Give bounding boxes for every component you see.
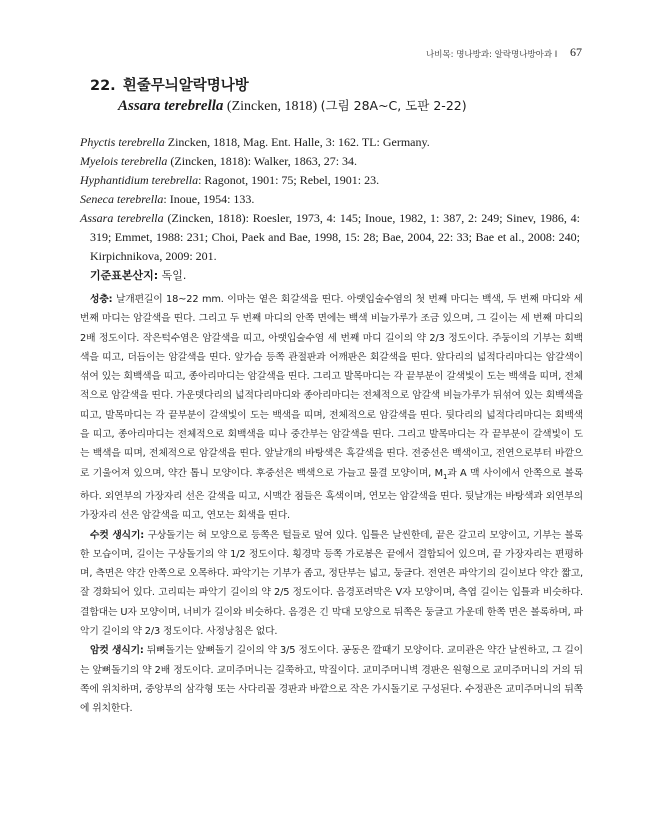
synonym-name: Phyctis terebrella (80, 135, 165, 149)
synonym-name: Assara terebrella (80, 211, 164, 225)
adult-text: 날개편길이 18~22 mm. 이마는 옅은 회갈색을 띤다. 아랫입술수염의 첫 번째 마디는 백색, 두 번째 마디와 세 번째 마디는 암갈색을 띤다. 그리고 두 번째 마디의 안쪽 면에는 백색 비늘가루가 조금 있으며, 그 길이는 세 번째 마디의 2배 정도이다. 작은턱수염은 암갈색을 띠고, 아랫입술수염 세 번째 마디 길이의 약 2/3 정도이다. 주둥이의 기부는 회백색을 띠고, 더듬이는 암갈색을 띤다. 앞가슴 등쪽 관절판과 어깨판은 회갈색을 띤다. 앞다리의 넓적다리마디는 암갈색이 섞여 있는 회백색을 띠고, 종아리마디는 암갈색을 띤다. 그리고 발목마디는 각 끝부분이 갈색빛이 도는 백색을 띠며, 전체적으로 암갈색을 띤다. 가운뎃다리의 넓적다리마디와 종아리마디는 전체적으로 암갈색 비늘가루가 뒤섞여 있는 회백색을 띠고, 발목마디는 각 끝부분이 갈색빛이 도는 백색을 띠며, 전체적으로 암갈색을 띤다. 뒷다리의 넓적다리마디는 회백색을 띠고, 종아리마디는 전체적으로 회백색을 띠나 중간부는 암갈색을 띤다. 그리고 발목마디는 각 끝부분이 갈색빛이 도는 백색을 띠며, 전체적으로 암갈색을 띤다. 앞날개의 바탕색은 흑갈색을 띤다. 전중선은 백색이고, 전연으로부터 바깥으로 기울어져 있으며, 약간 톱니 모양이다. 후중선은 백색으로 가늘고 물결 모양이며, M (80, 294, 583, 479)
scientific-name: Assara terebrella (118, 98, 224, 114)
adult-text-subscript: 1 (442, 472, 448, 481)
running-head: 나비목: 명나방과: 알락명나방아과 I (426, 50, 558, 60)
synonym-entry (80, 171, 580, 190)
synonym-name: Myelois terebrella (80, 154, 168, 168)
korean-name: 흰줄무늬알락명나방 (122, 78, 249, 94)
synonym-citation: : Inoue, 1954: 133. (163, 192, 255, 206)
synonym-citation: : Ragonot, 1901: 75; Rebel, 1901: 23. (198, 173, 380, 187)
synonym-entry (80, 133, 580, 152)
type-locality-label: 기준표본산지: (90, 269, 159, 282)
adult-label: 성충: (90, 294, 113, 305)
species-number: 22. (90, 78, 116, 94)
female-genitalia-description (80, 641, 583, 718)
type-locality (90, 266, 580, 285)
female-genitalia-text: 뒤뼈돌기는 앞뼈돌기 길이의 약 3/5 정도이다. 공동은 깔때기 모양이다. 교미관은 약간 날씬하고, 그 길이는 앞뼈돌기의 약 2배 정도이다. 교미주머니는 길쭉하고, 막질이다. 교미주머니벽 경판은 원형으로 교미주머니의 거의 뒤쪽에 위치하며, 중앙부의 삼각형 또는 사다리꼴 경판과 바깥으로 작은 가시돌기로 구성된다. 수정관은 교미주머니의 뒤쪽에 위치한다. (80, 645, 583, 715)
species-korean-title (90, 76, 590, 96)
synonym-entry (80, 190, 580, 209)
synonym-citation: (Zincken, 1818): Walker, 1863, 27: 34. (167, 154, 358, 168)
synonym-entry (80, 209, 580, 266)
page-number: 67 (570, 45, 582, 59)
synonym-list (80, 133, 580, 285)
species-scientific-title (118, 96, 590, 117)
author-year: (Zincken, 1818) (226, 99, 318, 114)
type-locality-value: 독일. (158, 269, 187, 282)
adult-description (80, 290, 583, 526)
synonym-name: Hyphantidium terebrella (80, 173, 199, 187)
synonym-entry (80, 152, 580, 171)
female-genitalia-label: 암컷 생식기: (90, 645, 144, 657)
male-genitalia-text: 구상돌기는 혀 모양으로 등쪽은 털들로 덮여 있다. 입틀은 날씬한데, 끝은 갈고리 모양이고, 기부는 볼록한 모습이며, 길이는 구상돌기의 약 1/2 정도이다. 횡경막 등쪽 가로봉은 끝에서 결합되어 있으며, 끝 가장자리는 편평하며, 측면은 약간 안쪽으로 오목하다. 파악기는 기부가 좁고, 정단부는 넓고, 둥글다. 전연은 파악기의 길이보다 약간 짧고, 잘 경화되어 있다. 고리띠는 파악기 길이의 약 2/5 정도이다. 음경포려막은 V자 모양이며, 측엽 길이는 입틀과 비슷하다. 결합대는 U자 모양이며, 너비가 길이와 비슷하다. 음경은 긴 막대 모양으로 뒤쪽은 둥글고 가운데 한쪽 면은 볼록하며, 파악기 길이의 약 2/3 정도이다. 사정낭침은 없다. (80, 529, 583, 637)
synonym-name: Seneca terebrella (80, 192, 164, 206)
synonym-citation: (Zincken, 1818): Roesler, 1973, 4: 145; Inoue, 1982, 1: 387, 2: 249; Sinev, 1986, 4: 319; Emmet, 1988: 231; Choi, Paek and Bae, 1998, 15: 28; Bae, 2004, 22: 33; Bae et al., 2008: 240; Kirpichnikova, 2009: 201. (90, 211, 580, 263)
species-description (80, 290, 583, 718)
adult-text-continued: 과 A 맥 사이에서 안쪽으로 볼록하다. 외연부의 가장자리 선은 갈색을 띠고, 시맥간 점들은 흑색이며, 연모는 암갈색을 띤다. 뒷날개는 바탕색과 외연부의 가장자리 선은 암갈색을 띠고, 연모는 회색을 띤다. (80, 467, 584, 522)
figure-reference: (그림 28A~C, 도판 2-22) (320, 98, 467, 113)
male-genitalia-description (80, 526, 583, 642)
species-title (90, 76, 590, 117)
male-genitalia-label: 수컷 생식기: (90, 529, 145, 541)
synonym-citation: Zincken, 1818, Mag. Ent. Halle, 3: 162. TL: Germany. (164, 135, 430, 149)
